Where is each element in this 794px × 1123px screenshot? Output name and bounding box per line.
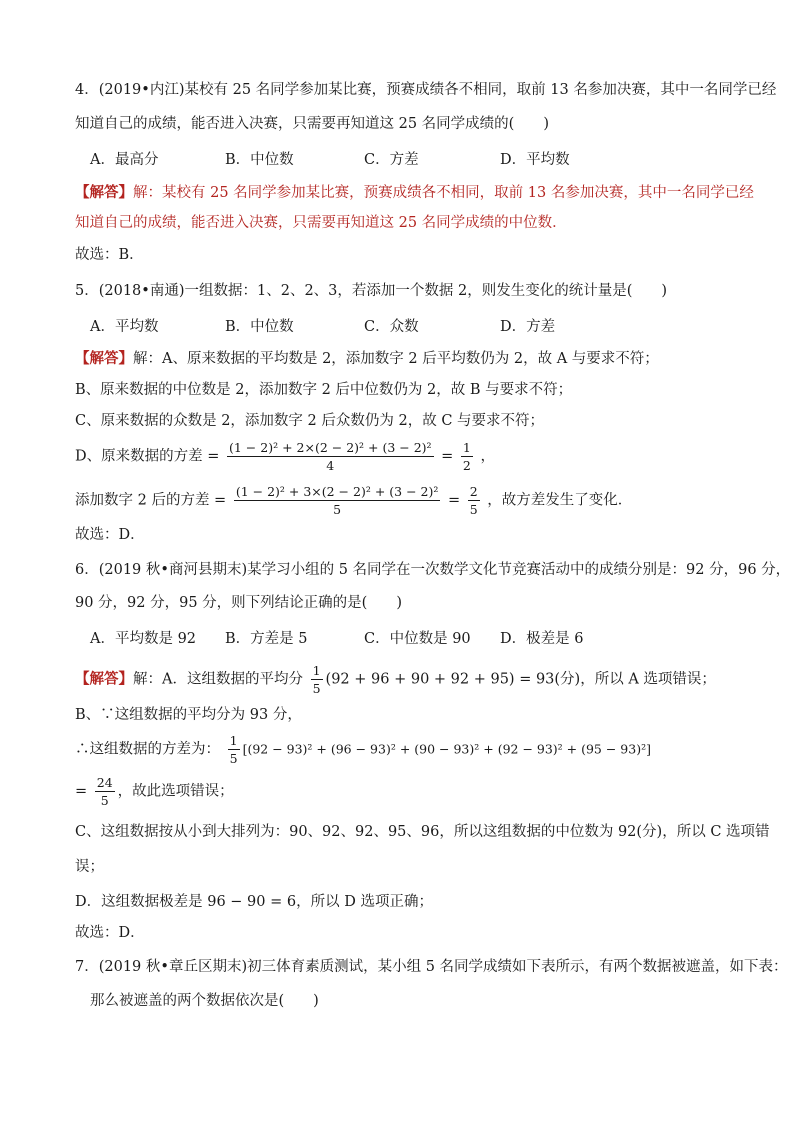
- numerator: 1: [312, 663, 321, 678]
- answer-tag: 【解答】: [75, 184, 133, 201]
- fraction: [227, 440, 434, 473]
- denominator: 5: [333, 502, 342, 517]
- numerator: 1: [229, 733, 238, 748]
- q5-variance-line1: [75, 440, 495, 473]
- q5-option-a: A．平均数: [90, 319, 159, 335]
- q4-stem-line1: 4．(2019•内江)某校有 25 名同学参加某比赛，预赛成绩各不相同，取前 13 名参加决赛，其中一名同学已经: [75, 82, 777, 98]
- numerator: (1 − 2)² + 3×(2 − 2)² + (3 − 2)²: [235, 484, 439, 499]
- q5-answer-line-b: B、原来数据的中位数是 2，添加数字 2 后中位数仍为 2，故 B 与要求不符；: [75, 382, 573, 398]
- text: 添加数字 2 后的方差 =: [75, 492, 227, 509]
- answer-text: 解：A、原来数据的平均数是 2，添加数字 2 后平均数仍为 2，故 A 与要求不符；: [133, 351, 659, 367]
- text: D、原来数据的方差 =: [75, 448, 220, 465]
- q4-stem-line2: 知道自己的成绩，能否进入决赛，只需要再知道这 25 名同学成绩的( ): [75, 116, 549, 132]
- equals: =: [75, 783, 88, 800]
- denominator: 5: [312, 681, 321, 696]
- q4-option-c: C．方差: [364, 152, 419, 168]
- q6-stem-line2: 90 分，92 分，95 分，则下列结论正确的是( ): [75, 595, 402, 611]
- q4-answer-line2: 知道自己的成绩，能否进入决赛，只需要再知道这 25 名同学成绩的中位数．: [75, 215, 567, 231]
- expression: [(92 − 93)² + (96 − 93)² + (90 − 93)² + (92 − 93)² + (95 − 93)²]: [242, 741, 651, 757]
- text: ∴这组数据的方差为：: [75, 741, 220, 758]
- denominator: 5: [100, 793, 109, 808]
- equals: =: [441, 448, 454, 465]
- fraction: [468, 484, 480, 517]
- denominator: 5: [469, 502, 478, 517]
- q5-option-b: B．中位数: [225, 319, 294, 335]
- q5-answer-line-c: C、原来数据的众数是 2，添加数字 2 后众数仍为 2，故 C 与要求不符；: [75, 413, 545, 429]
- text: ，故方差发生了变化．: [487, 492, 633, 509]
- numerator: 24: [96, 775, 113, 790]
- q6-answer-line-c1: C、这组数据按从小到大排列为：90、92、92、95、96，所以这组数据的中位数为 92(分)，所以 C 选项错: [75, 824, 770, 840]
- q6-option-c: C．中位数是 90: [364, 631, 471, 647]
- answer-tag: 【解答】: [75, 670, 133, 688]
- numerator: 1: [462, 440, 471, 455]
- q6-option-d: D．极差是 6: [500, 631, 584, 647]
- q6-option-b: B．方差是 5: [225, 631, 308, 647]
- q7-stem-line1: 7．(2019 秋•章丘区期末)初三体育素质测试，某小组 5 名同学成绩如下表所示，有两个数据被遮盖，如下表：: [75, 959, 788, 975]
- q6-variance-result: [75, 775, 234, 808]
- q6-option-a: A．平均数是 92: [90, 631, 197, 647]
- fraction: [311, 663, 323, 696]
- q6-stem-line1: 6．(2019 秋•商河县期末)某学习小组的 5 名同学在一次数学文化节竞赛活动中的成绩分别是：92 分，96 分，: [75, 562, 791, 578]
- numerator: 2: [469, 484, 478, 499]
- denominator: 2: [462, 458, 471, 473]
- q6-answer-line-b: B、∵这组数据的平均分为 93 分，: [75, 707, 302, 723]
- fraction: [95, 775, 115, 808]
- text: 解：A．这组数据的平均分: [133, 671, 303, 688]
- q5-option-d: D．方差: [500, 319, 556, 335]
- q5-choice: 故选：D．: [75, 527, 145, 543]
- q4-option-a: A．最高分: [90, 152, 159, 168]
- answer-tag: 【解答】: [75, 350, 133, 367]
- q4-answer-line1: [75, 183, 754, 203]
- q5-answer-line-a: [75, 349, 659, 369]
- q5-stem: 5．(2018•南通)一组数据：1、2、2、3，若添加一个数据 2，则发生变化的统计量是( ): [75, 283, 668, 299]
- q6-answer-line-d: D．这组数据极差是 96 − 90 = 6，所以 D 选项正确；: [75, 894, 433, 910]
- fraction: [461, 440, 473, 473]
- fraction: [234, 484, 441, 517]
- text: ，故此选项错误；: [117, 783, 234, 800]
- expression: (92 + 96 + 90 + 92 + 95) = 93(分): [325, 671, 581, 688]
- q6-answer-line-a: [75, 663, 716, 696]
- text: ，所以 A 选项错误；: [580, 671, 716, 688]
- q6-answer-line-c2: 误；: [75, 859, 104, 875]
- q4-option-d: D．平均数: [500, 152, 570, 168]
- q6-variance-line: [75, 733, 651, 766]
- equals: =: [447, 492, 461, 509]
- denominator: 5: [229, 751, 238, 766]
- fraction: [228, 733, 240, 766]
- numerator: (1 − 2)² + 2×(2 − 2)² + (3 − 2)²: [229, 440, 432, 455]
- answer-text: 解：某校有 25 名同学参加某比赛，预赛成绩各不相同，取前 13 名参加决赛，其中一名同学已经: [133, 185, 754, 201]
- denominator: 4: [326, 458, 335, 473]
- q4-choice: 故选：B．: [75, 247, 144, 263]
- q4-option-b: B．中位数: [225, 152, 294, 168]
- q7-stem-line2: 那么被遮盖的两个数据依次是( ): [90, 993, 319, 1009]
- q6-choice: 故选：D．: [75, 925, 145, 941]
- q5-option-c: C．众数: [364, 319, 419, 335]
- q5-variance-line2: [75, 484, 632, 517]
- text: ，: [480, 448, 495, 465]
